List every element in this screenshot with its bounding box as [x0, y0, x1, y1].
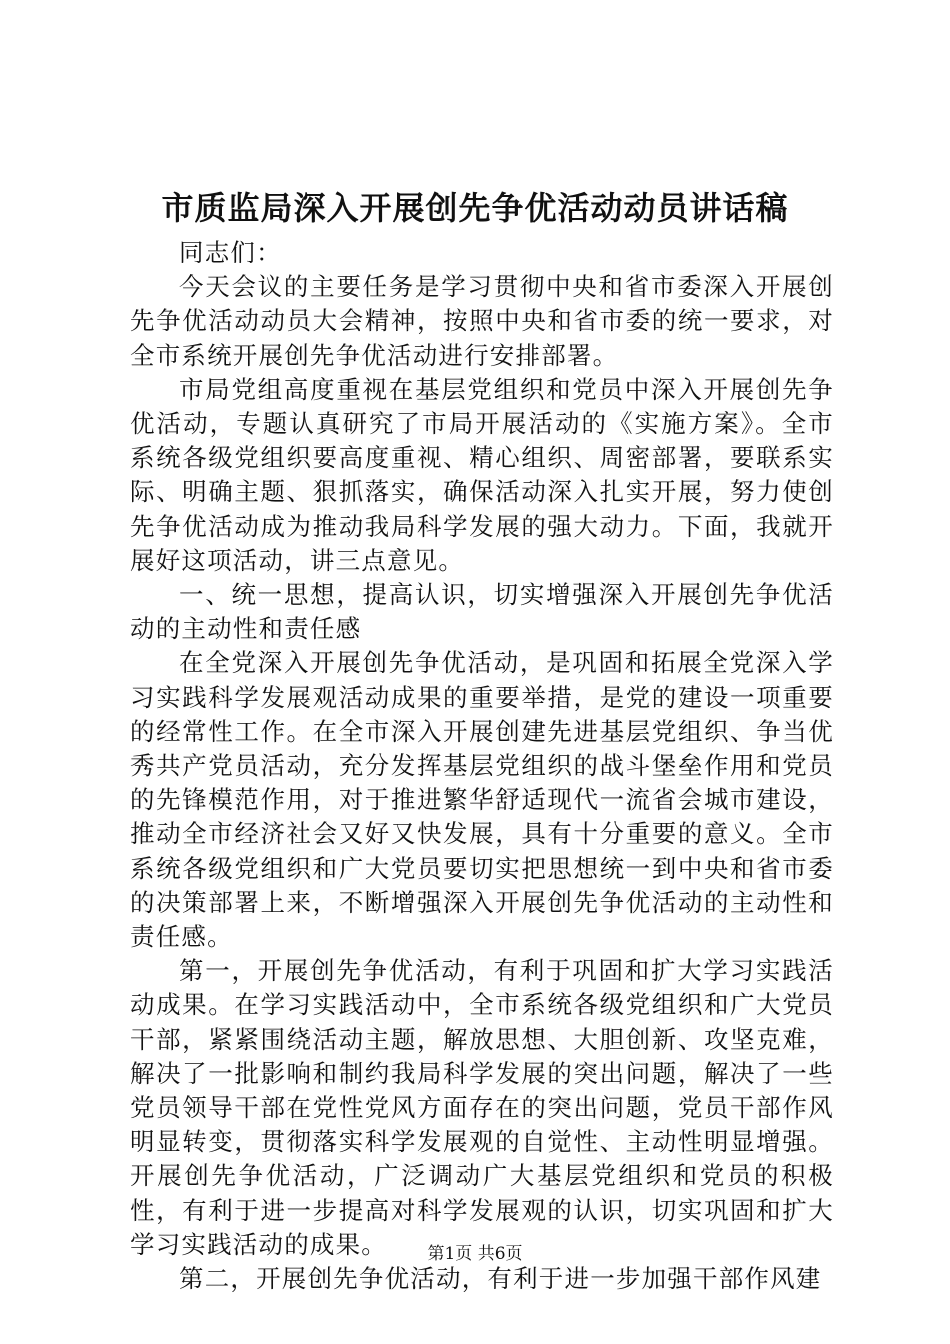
paragraph-meeting-task: 今天会议的主要任务是学习贯彻中央和省市委深入开展创先争优活动动员大会精神，按照中央和省市委的统一要求，对全市系统开展创先争优活动进行安排部署。	[130, 272, 834, 370]
paragraph-salutation: 同志们：	[179, 238, 282, 267]
page-footer: 第1页 共6页	[427, 1244, 523, 1264]
document-body	[130, 236, 834, 1296]
section-heading-one: 一、统一思想，提高认识，切实增强深入开展创先争优活动的主动性和责任感	[130, 580, 834, 644]
paragraph-second-point: 第二，开展创先争优活动，有利于进一步加强干部作风建	[179, 1264, 822, 1294]
document-title: 市质监局深入开展创先争优活动动员讲话稿	[161, 189, 789, 227]
paragraph-significance: 在全党深入开展创先争优活动，是巩固和拓展全党深入学习实践科学发展观活动成果的重要举措，是党的建设一项重要的经常性工作。在全市深入开展创建先进基层党组织、争当优秀共产党员活动，充分发挥基层党组织的战斗堡垒作用和党员的先锋模范作用，对于推进繁华舒适现代一流省会城市建设，推动全市经济社会又好又快发展，具有十分重要的意义。全市系统各级党组织和广大党员要切实把思想统一到中央和省市委的决策部署上来，不断增强深入开展创先争优活动的主动性和责任感。	[130, 648, 834, 952]
paragraph-party-group: 市局党组高度重视在基层党组织和党员中深入开展创先争优活动，专题认真研究了市局开展活动的《实施方案》。全市系统各级党组织要高度重视、精心组织、周密部署，要联系实际、明确主题、狠抓落实，确保活动深入扎实开展，努力使创先争优活动成为推动我局科学发展的强大动力。下面，我就开展好这项活动，讲三点意见。	[130, 374, 834, 575]
paragraph-first-point: 第一，开展创先争优活动，有利于巩固和扩大学习实践活动成果。在学习实践活动中，全市系统各级党组织和广大党员干部，紧紧围绕活动主题，解放思想、大胆创新、攻坚克难，解决了一批影响和制约我局科学发展的突出问题，解决了一些党员领导干部在党性党风方面存在的突出问题，党员干部作风明显转变，贯彻落实科学发展观的自觉性、主动性明显增强。开展创先争优活动，广泛调动广大基层党组织和党员的积极性，有利于进一步提高对科学发展观的认识，切实巩固和扩大学习实践活动的成果。	[130, 956, 834, 1259]
